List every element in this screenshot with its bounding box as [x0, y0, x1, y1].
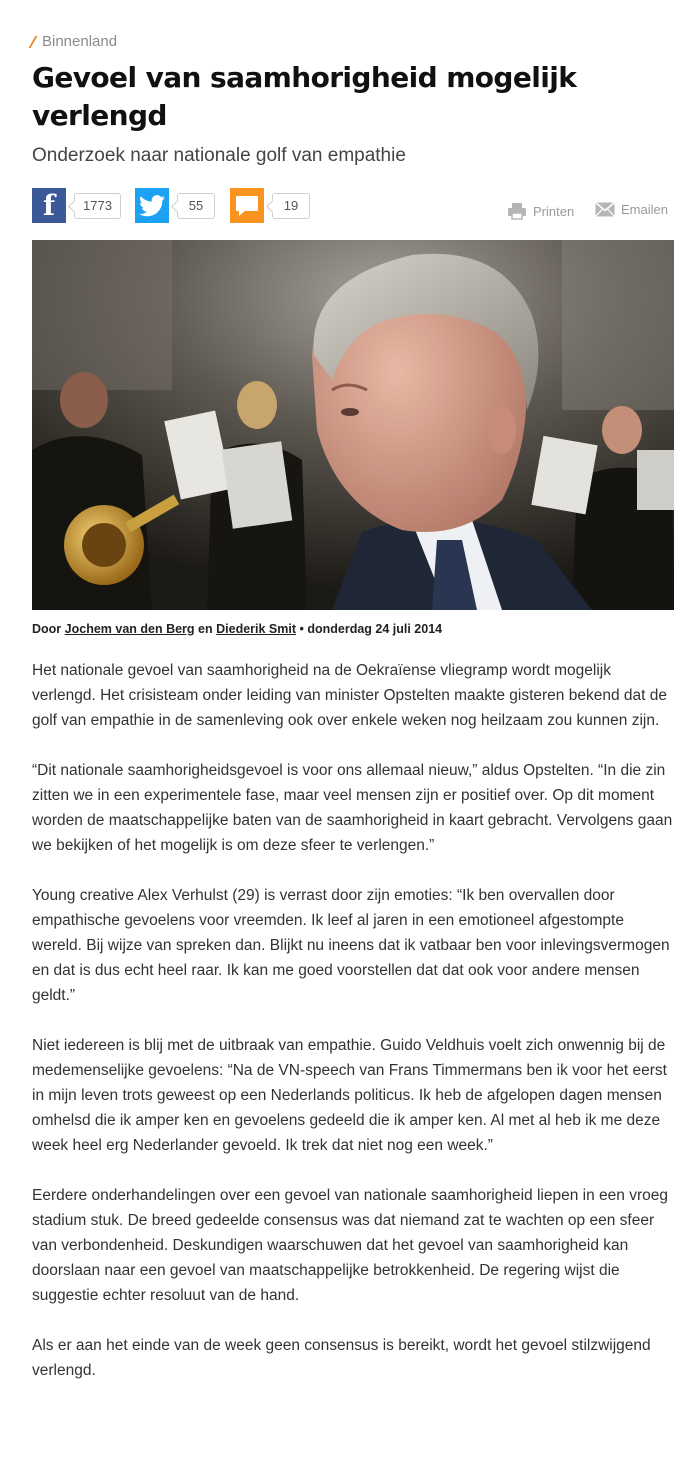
- category-breadcrumb[interactable]: [32, 33, 117, 50]
- hero-photo-illustration: [32, 240, 674, 610]
- author-link-2[interactable]: Diederik Smit: [216, 622, 297, 636]
- category-slash-icon: [29, 36, 38, 48]
- byline-prefix: Door: [32, 622, 62, 636]
- twitter-icon: [135, 188, 169, 223]
- share-bar: [32, 188, 674, 224]
- facebook-share-count: 1773: [74, 193, 121, 219]
- email-label: Emailen: [621, 202, 668, 217]
- facebook-share-button[interactable]: [32, 188, 121, 223]
- printer-icon: [507, 202, 527, 220]
- article-paragraph: Niet iedereen is blij met de uitbraak van empathie. Guido Veldhuis voelt zich onwennig bij de medemenselijke gevoelens: “Na de VN-speech van Frans Timmermans ben ik voor het eerst in mijn leven trots geweest op een Nederlands politicus. Ik heb de afgelopen dagen mensen omhelsd die ik amper ken en gevoelens gedeeld die ik amper ken. Al met al heb ik me deze week heel erg Nederlander gevoeld. Ik trek dat niet nog een week.”: [32, 1037, 667, 1154]
- author-link-1[interactable]: Jochem van den Berg: [64, 622, 195, 636]
- twitter-share-button[interactable]: [135, 188, 215, 223]
- comments-count: 19: [272, 193, 310, 219]
- comments-button[interactable]: [230, 188, 310, 223]
- print-button[interactable]: [507, 202, 574, 220]
- headline: Gevoel van saamhorigheid mogelijk verlengd: [32, 61, 577, 132]
- subtitle: Onderzoek naar nationale golf van empathie: [32, 145, 406, 166]
- article-paragraph: Eerdere onderhandelingen over een gevoel van nationale saamhorigheid liepen in een vroeg stadium stuk. De breed gedeelde consensus was dat niemand zat te wachten op een sfeer van verbondenheid. Deskundigen waarschuwen dat het gevoel van saamhorigheid kan doorslaan naar een gevoel van maatschappelijke betrokkenheid. De regering wijst die suggestie echter resoluut van de hand.: [32, 1187, 668, 1304]
- article-paragraph: Als er aan het einde van de week geen consensus is bereikt, wordt het gevoel stilzwijgend verlengd.: [32, 1337, 651, 1379]
- twitter-share-count: 55: [177, 193, 215, 219]
- byline: [32, 622, 442, 636]
- byline-conjunction: en: [198, 622, 213, 636]
- article-body: [32, 658, 677, 1408]
- category-label: Binnenland: [42, 33, 118, 50]
- comment-icon: [230, 188, 264, 223]
- article-paragraph: Young creative Alex Verhulst (29) is verrast door zijn emoties: “Ik ben overvallen door empathische gevoelens voor vreemden. Ik leef al jaren in een emotioneel afgestompte wereld. Bij wijze van spreken dan. Blijkt nu ineens dat ik vatbaar ben voor inlevingsvermogen en dat is dus echt heel raar. Ik kan me goed voorstellen dat dat ook voor andere mensen geldt.”: [32, 887, 670, 1004]
- article-paragraph: “Dit nationale saamhorigheidsgevoel is voor ons allemaal nieuw,” aldus Opstelten. “In die zin zitten we in een experimentele fase, maar veel mensen zijn er positief over. Op dit moment worden de maatschappelijke baten van de saamhorigheid in kaart gebracht. Vervolgens gaan we bekijken of het mogelijk is om deze sfeer te verlengen.”: [32, 762, 673, 854]
- hero-photo: [32, 240, 674, 610]
- publish-date: • donderdag 24 juli 2014: [299, 622, 443, 636]
- email-button[interactable]: [595, 202, 668, 217]
- print-label: Printen: [533, 203, 575, 219]
- facebook-icon: f: [32, 188, 66, 223]
- article-paragraph: Het nationale gevoel van saamhorigheid na de Oekraïense vliegramp wordt mogelijk verlengd. Het crisisteam onder leiding van minister Opstelten maakte gisteren bekend dat de golf van empathie in de samenleving ook over enkele weken nog heilzaam zou kunnen zijn.: [32, 662, 667, 729]
- envelope-icon: [595, 202, 615, 217]
